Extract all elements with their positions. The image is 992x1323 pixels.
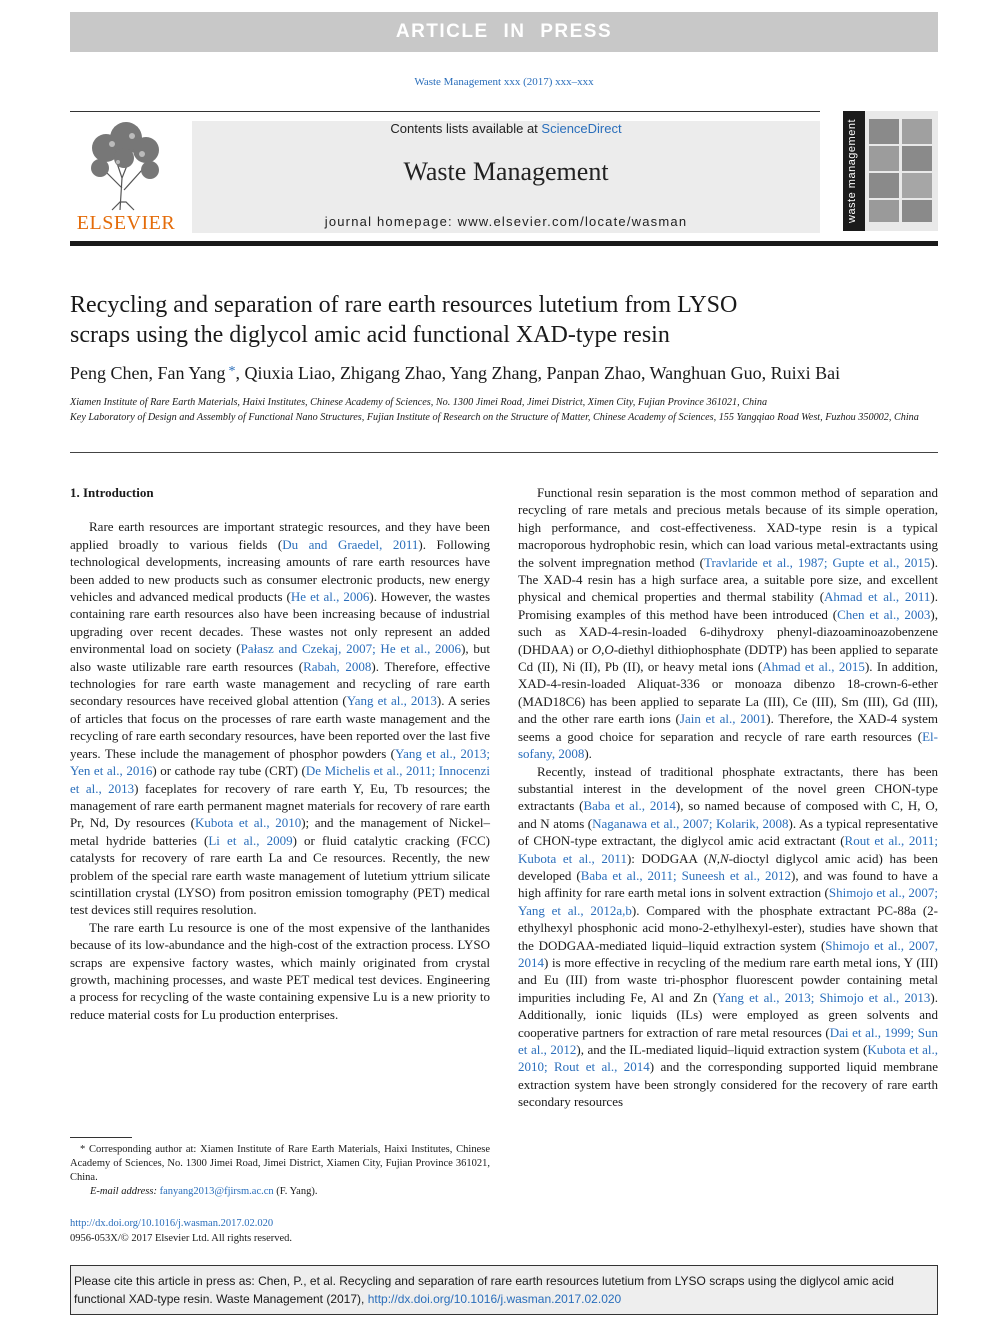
body-text: -diethyl dithiophosphate (DDTP) has been applied to separate Cd (II), Ni (II), Pb (II), or heavy metal ions ( — [518, 641, 938, 675]
journal-homepage[interactable]: journal homepage: www.elsevier.com/locate/wasman — [324, 214, 688, 229]
body-text: ), so named because of composed with C, H, O, and N atoms ( — [518, 798, 938, 831]
article-title — [70, 290, 870, 350]
citation-link[interactable]: Naganawa et al., 2007; Kolarik, 2008 — [592, 815, 789, 831]
doi-link[interactable]: http://dx.doi.org/10.1016/j.wasman.2017.02.020 — [70, 1218, 274, 1229]
email-link[interactable]: fanyang2013@fjirsm.ac.cn — [159, 1186, 274, 1197]
body-text: ) or cathode ray tube (CRT) ( — [152, 763, 306, 779]
body-text: ). As a typical representative of CHON-type extractant, the diglycol amic acid extractant ( — [518, 815, 938, 849]
citation-link[interactable]: Baba et al., 2011; Suneesh et al., 2012 — [580, 867, 792, 883]
elsevier-tree-icon — [76, 118, 172, 214]
body-text: ) faceplates for recovery of rare earth Y, Eu, Tb resources; the management of rare earth permanent magnet materials for recovery of rare earth Pr, Nd, Dy resources ( — [70, 780, 490, 831]
body-text: ) is more effective in recycling of the medium rare earth metal ions, Y (III) and Eu (III) from waste tri-phosphor fluorescent powder containing metal impurities including Fe, Al and Zn ( — [518, 954, 938, 1005]
italic-text: N,N — [708, 850, 729, 866]
body-text: Rare earth resources are important strategic resources, and they have been applied broadly to various fields ( — [70, 519, 490, 552]
email-line — [70, 1185, 490, 1199]
cover-title: waste management — [846, 119, 858, 223]
doi-block — [70, 1216, 292, 1246]
citation-link[interactable]: El-sofany, 2008 — [518, 728, 938, 762]
corresponding-author-mark[interactable]: * — [228, 364, 236, 379]
journal-cover-thumbnail[interactable] — [843, 111, 938, 231]
footnote-rule — [70, 1137, 132, 1138]
body-text: ). Therefore, effective technologies for rare earth waste management and recycling of rare earth secondary resources have received global attention ( — [70, 658, 490, 709]
citation-link[interactable]: Pałasz and Czekaj, 2007; He et al., 2006 — [240, 641, 462, 657]
body-text: ), and was found to have a high affinity for rare earth metal ions in solvent extraction ( — [518, 867, 938, 901]
body-text: ). Additionally, ionic liquids (ILs) were employed as green solvents and cooperative partners for extraction of rare metal resources ( — [518, 989, 938, 1040]
body-text: ). Compared with the phosphate extractant PC-88a (2-ethylhexyl phosphonic acid mono-2-ethylhexyl-ester), studies have shown that the DODGAA-mediated liquid–liquid extraction system ( — [518, 902, 939, 953]
author-list — [70, 363, 938, 384]
right-column — [518, 484, 938, 1111]
cite-text: Please cite this article in press as: Chen, P., et al. Recycling and separation of rare earth resources lutetium from LYSO scraps using the diglycol amic acid functional XAD-type resin. Waste Management (2017), — [74, 1274, 894, 1306]
body-text: ), but also waste utilizable rare earth resources ( — [70, 641, 490, 674]
body-text: ). — [584, 746, 592, 762]
cite-doi-link[interactable]: http://dx.doi.org/10.1016/j.wasman.2017.02.020 — [367, 1292, 622, 1306]
section-rule — [70, 452, 938, 453]
authors-part-2: , Qiuxia Liao, Zhigang Zhao, Yang Zhang, Panpan Zhao, Wanghuan Guo, Ruixi Bai — [235, 363, 841, 383]
contents-line — [192, 121, 820, 136]
elsevier-logo[interactable] — [70, 118, 182, 234]
authors-part-1: Peng Chen, Fan Yang — [70, 363, 226, 383]
body-text: ): DODGAA ( — [626, 850, 709, 866]
affiliation-1: Xiamen Institute of Rare Earth Materials, Haixi Institutes, Chinese Academy of Sciences, No. 1300 Jimei Road, Jimei District, Ximen City, Fujian Province 361021, China — [70, 397, 768, 408]
section-heading: 1. Introduction — [70, 485, 154, 500]
body-text: ). The XAD-4 resin has a high surface area, a suitable pore size, and excellent physical and chemical properties and thermal stability ( — [518, 554, 938, 605]
body-text: ). Therefore, the XAD-4 system seems a good choice for separation and recycle of rare earth resources ( — [518, 711, 938, 744]
paragraph — [70, 518, 490, 918]
body-text: ). Promising examples of this method have been introduced ( — [518, 589, 938, 622]
sciencedirect-link[interactable]: ScienceDirect — [541, 121, 622, 136]
citation-link[interactable]: Rout et al., 2011; Kubota et al., 2011 — [518, 833, 938, 866]
cover-spine — [843, 111, 865, 231]
body-text: ). However, the wastes containing rare earth resources also have been increasing because of industrial upgrading over recent decades. These wastes not only represent an added environmental load on society ( — [70, 589, 491, 657]
title-line-2: scraps using the diglycol amic acid functional XAD-type resin — [70, 322, 670, 348]
body-text: ) or fluid catalytic cracking (FCC) catalysts for recovery of rare earth La and Ce resources. Recently, the new problem of the special rare earth waste management of lutetium yttrium silicate scintillation crystal (LYSO) from positron emission tomography (PET) medical test devices still requires resolution. — [70, 832, 490, 918]
citation-link[interactable]: De Michelis et al., 2011; Innocenzi et al., 2013 — [70, 763, 491, 796]
journal-title: Waste Management — [403, 157, 609, 186]
corresponding-author-footnote — [70, 1143, 490, 1199]
body-text: ). Following technological developments, increasing amounts of rare earth resources have been added to new products such as consumer electronic products, new energy vehicles and advanced medical products ( — [70, 536, 490, 605]
citation-link[interactable]: Baba et al., 2014 — [583, 798, 676, 814]
citation-link[interactable]: Ahmad et al., 2015 — [762, 659, 865, 675]
citation-link[interactable]: Li et al., 2009 — [208, 832, 293, 848]
citation-link[interactable]: Shimojo et al., 2007; Yang et al., 2012a,b — [518, 885, 938, 918]
email-label: E-mail address: — [90, 1186, 157, 1197]
citation-link[interactable]: Ahmad et al., 2011 — [824, 589, 931, 605]
body-text: ). In addition, XAD-4-resin-loaded Aliquat-336 or monoaza dibenzo 18-crown-6-ether (MAD18C6) has been applied to separate La (III), Ce (III), Sm (III), Gd (III), and the other rare earth ions ( — [518, 659, 938, 727]
paragraph — [518, 763, 938, 1111]
citation-link[interactable]: Yang et al., 2013; Shimojo et al., 2013 — [717, 989, 931, 1005]
article-in-press-banner: ARTICLE IN PRESS — [70, 12, 938, 52]
citation-link[interactable]: Kubota et al., 2010; Rout et al., 2014 — [518, 1042, 939, 1075]
citation-link[interactable]: Dai et al., 1999; Sun et al., 2012 — [518, 1024, 938, 1057]
citation-link[interactable]: Rabah, 2008 — [303, 658, 372, 674]
journal-masthead — [192, 121, 820, 233]
header-rule — [70, 111, 820, 112]
publisher-name: ELSEVIER — [76, 212, 176, 234]
title-line-1: Recycling and separation of rare earth resources lutetium from LYSO — [70, 292, 738, 318]
body-text: ); and the management of Nickel–metal hydride batteries ( — [70, 815, 490, 848]
citation-link[interactable]: He et al., 2006 — [290, 589, 370, 605]
cite-this-article-box — [70, 1265, 938, 1315]
paragraph — [70, 919, 490, 1023]
body-text: ), such as XAD-4-resin-loaded 6-dihydroxy phenyl-diazoaminoazobenzene (DHDAA) or — [518, 606, 938, 657]
citation-link[interactable]: Jain et al., 2001 — [679, 711, 767, 727]
body-text: ), and the IL-mediated liquid–liquid extraction system ( — [576, 1042, 868, 1057]
cover-image-grid — [869, 119, 933, 223]
citation-link[interactable]: Yang et al., 2013; Yen et al., 2016 — [70, 745, 491, 779]
header-rule-thick — [70, 241, 938, 246]
contents-prefix: Contents lists available at — [390, 121, 542, 136]
body-text: Recently, instead of traditional phosphate extractants, there has been substantial interest in the development of the novel green CHON-type extractants ( — [518, 763, 938, 814]
citation-link[interactable]: Chen et al., 2003 — [837, 606, 931, 622]
body-text: The rare earth Lu resource is one of the most expensive of the lanthanides because of its low-abundance and the high-cost of the extraction process. LYSO scraps are expensive factory wastes, which mainly originated from crystal growth, machining processes, and waste PET medical test devices. Engineering a process for recycling of the waste containing expensive Lu is a new priority to reduce material costs for Lu production enterprises. — [70, 919, 490, 1022]
citation-link[interactable]: Yang et al., 2013 — [346, 693, 437, 709]
italic-text: O,O — [591, 641, 614, 657]
left-column — [70, 484, 490, 1023]
body-text: ). A series of articles that focus on the processes of rare earth waste management and the recycling of rare earth secondary resources, have been reported over the last five years. These include the management of phosphor powders ( — [70, 693, 491, 761]
paragraph — [518, 484, 938, 763]
citation-link[interactable]: Travlaride et al., 1987; Gupte et al., 2015 — [703, 554, 931, 570]
affiliation-2: Key Laboratory of Design and Assembly of Functional Nano Structures, Fujian Institute of Research on the Structure of Matter, Chinese Academy of Sciences, 155 Yangqiao Road West, Fuzhou 350002, China — [70, 412, 919, 423]
email-suffix: (F. Yang). — [273, 1186, 318, 1197]
citation-link[interactable]: Du and Graedel, 2011 — [282, 536, 419, 552]
body-text: -dioctyl diglycol amic acid) has been developed ( — [518, 850, 939, 883]
footnote-text: * Corresponding author at: Xiamen Institute of Rare Earth Materials, Haixi Institutes, Chinese Academy of Sciences, No. 1300 Jimei Road, Jimei District, Xiamen City, Fujian Province 361021, China. — [70, 1144, 490, 1183]
citation-link[interactable]: Shimojo et al., 2007, 2014 — [518, 937, 938, 970]
journal-citation-link[interactable]: Waste Management xxx (2017) xxx–xxx — [414, 76, 594, 88]
body-text: Functional resin separation is the most common method of separation and recycling of rare metals and precious metals because of its simple operation, high performance, and cost-effectiveness. XAD-type resin is a typical macroporous hydrophobic resin, which can load various metal-extractants using the solvent impregnation method ( — [518, 485, 938, 570]
copyright: 0956-053X/© 2017 Elsevier Ltd. All rights reserved. — [70, 1233, 293, 1244]
body-text: ) and the corresponding supported liquid membrane extraction system have been strongly considered for the recovery of rare earth secondary resources — [518, 1059, 938, 1110]
citation-link[interactable]: Kubota et al., 2010 — [194, 815, 302, 831]
